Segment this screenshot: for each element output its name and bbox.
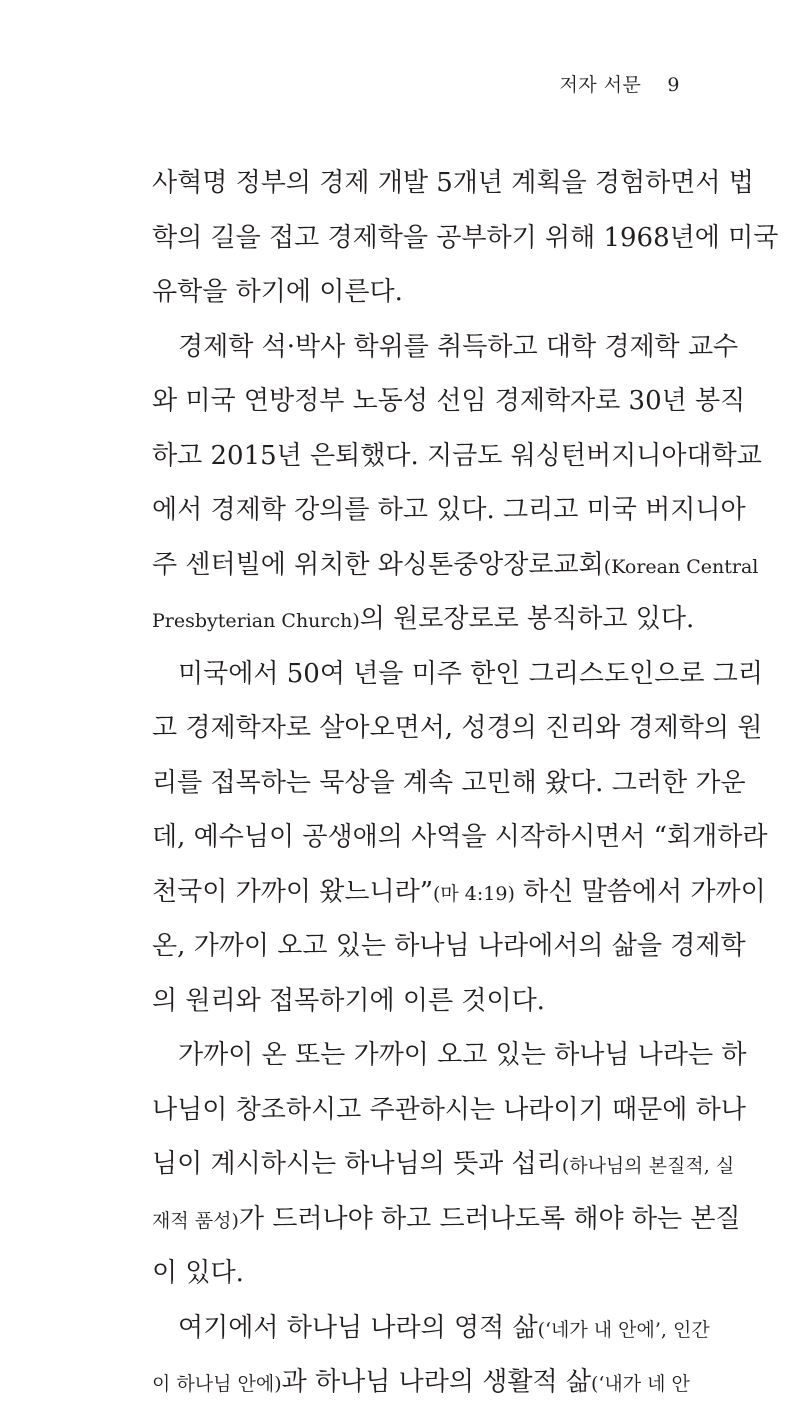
small-text-segment: (마 4:19)	[432, 882, 515, 905]
text-line	[152, 1192, 741, 1247]
text-segment: 주 센터빌에 위치한 와싱톤중앙장로교회	[152, 549, 604, 580]
text-segment: 나님이 창조하시고 주관하시는 나라이기 때문에 하나	[152, 1094, 746, 1125]
text-segment: 경제학 석·박사 학위를 취득하고 대학 경제학 교수	[178, 331, 739, 362]
small-text-segment: Presbyterian Church)	[152, 610, 360, 632]
text-line	[152, 1028, 747, 1083]
small-text-segment: (Korean Central	[603, 555, 759, 578]
text-line	[152, 429, 762, 484]
text-segment: 가 드러나야 하고 드러나도록 해야 하는 본질	[238, 1203, 741, 1234]
text-segment: 가까이 온 또는 가까이 오고 있는 하나님 나라는 하	[178, 1040, 747, 1070]
text-line	[152, 1137, 735, 1192]
text-line	[152, 483, 746, 538]
text-line	[152, 865, 766, 920]
text-line	[152, 756, 746, 811]
small-text-segment: 재적 품성)	[152, 1209, 239, 1232]
text-segment: 온, 가까이 오고 있는 하나님 나라에서의 삶을 경제학	[152, 931, 746, 961]
text-segment: 천국이 가까이 왔느니라”	[152, 876, 433, 907]
small-text-segment: (하나님의 본질적, 실	[561, 1155, 735, 1177]
text-line	[152, 974, 692, 1029]
text-segment: 고 경제학자로 살아오면서, 성경의 진리와 경제학의 원	[152, 713, 763, 743]
text-segment: 미국에서 50여 년을 미주 한인 그리스도인으로 그리	[178, 658, 763, 689]
text-segment: 리를 접목하는 묵상을 계속 고민해 왔다. 그러한 가운	[152, 767, 746, 798]
text-segment: 과 하나님 나라의 생활적 삶	[281, 1367, 591, 1397]
text-line	[152, 592, 695, 647]
running-header	[559, 70, 680, 97]
text-line	[152, 538, 759, 593]
small-text-segment: (‘네가 내 안에’, 인간	[537, 1318, 710, 1341]
text-line	[152, 701, 763, 756]
text-line	[152, 156, 754, 211]
text-segment: 와 미국 연방정부 노동성 선임 경제학자로 30년 봉직	[152, 386, 746, 416]
text-segment: 하신 말씀에서 가까이	[514, 876, 766, 907]
text-line	[152, 265, 692, 320]
small-text-segment: (‘내가 네 안	[590, 1373, 690, 1395]
text-segment: 의 원리와 접목하기에 이른 것이다.	[152, 985, 545, 1016]
text-line	[152, 1355, 692, 1410]
text-line	[152, 919, 746, 974]
text-segment: 사혁명 정부의 경제 개발 5개년 계획을 경험하면서 법	[152, 168, 754, 198]
text-segment: 여기에서 하나님 나라의 영적 삶	[178, 1312, 538, 1343]
text-segment: 유학을 하기에 이른다.	[152, 277, 403, 307]
text-segment: 의 원로장로로 봉직하고 있다.	[359, 604, 695, 634]
page-number: 9	[667, 74, 680, 96]
text-segment: 데, 예수님이 공생애의 사역을 시작하시면서 “회개하라	[152, 822, 768, 852]
text-line	[152, 810, 768, 865]
section-title: 저자 서문	[559, 74, 642, 96]
body-text	[152, 156, 779, 1410]
text-line	[152, 1083, 746, 1138]
text-segment: 하고 2015년 은퇴했다. 지금도 워싱턴버지니아대학교	[152, 440, 762, 471]
text-line	[152, 211, 779, 266]
text-line	[152, 374, 746, 429]
text-line	[152, 1301, 710, 1356]
text-segment: 학의 길을 접고 경제학을 공부하기 위해 1968년에 미국	[152, 222, 779, 253]
small-text-segment: 이 하나님 안에)	[152, 1373, 282, 1395]
text-line	[152, 647, 763, 702]
text-segment: 님이 계시하시는 하나님의 뜻과 섭리	[152, 1149, 562, 1179]
text-line	[152, 1246, 692, 1301]
text-line	[152, 320, 739, 375]
text-segment: 이 있다.	[152, 1258, 244, 1288]
text-segment: 에서 경제학 강의를 하고 있다. 그리고 미국 버지니아	[152, 495, 746, 525]
